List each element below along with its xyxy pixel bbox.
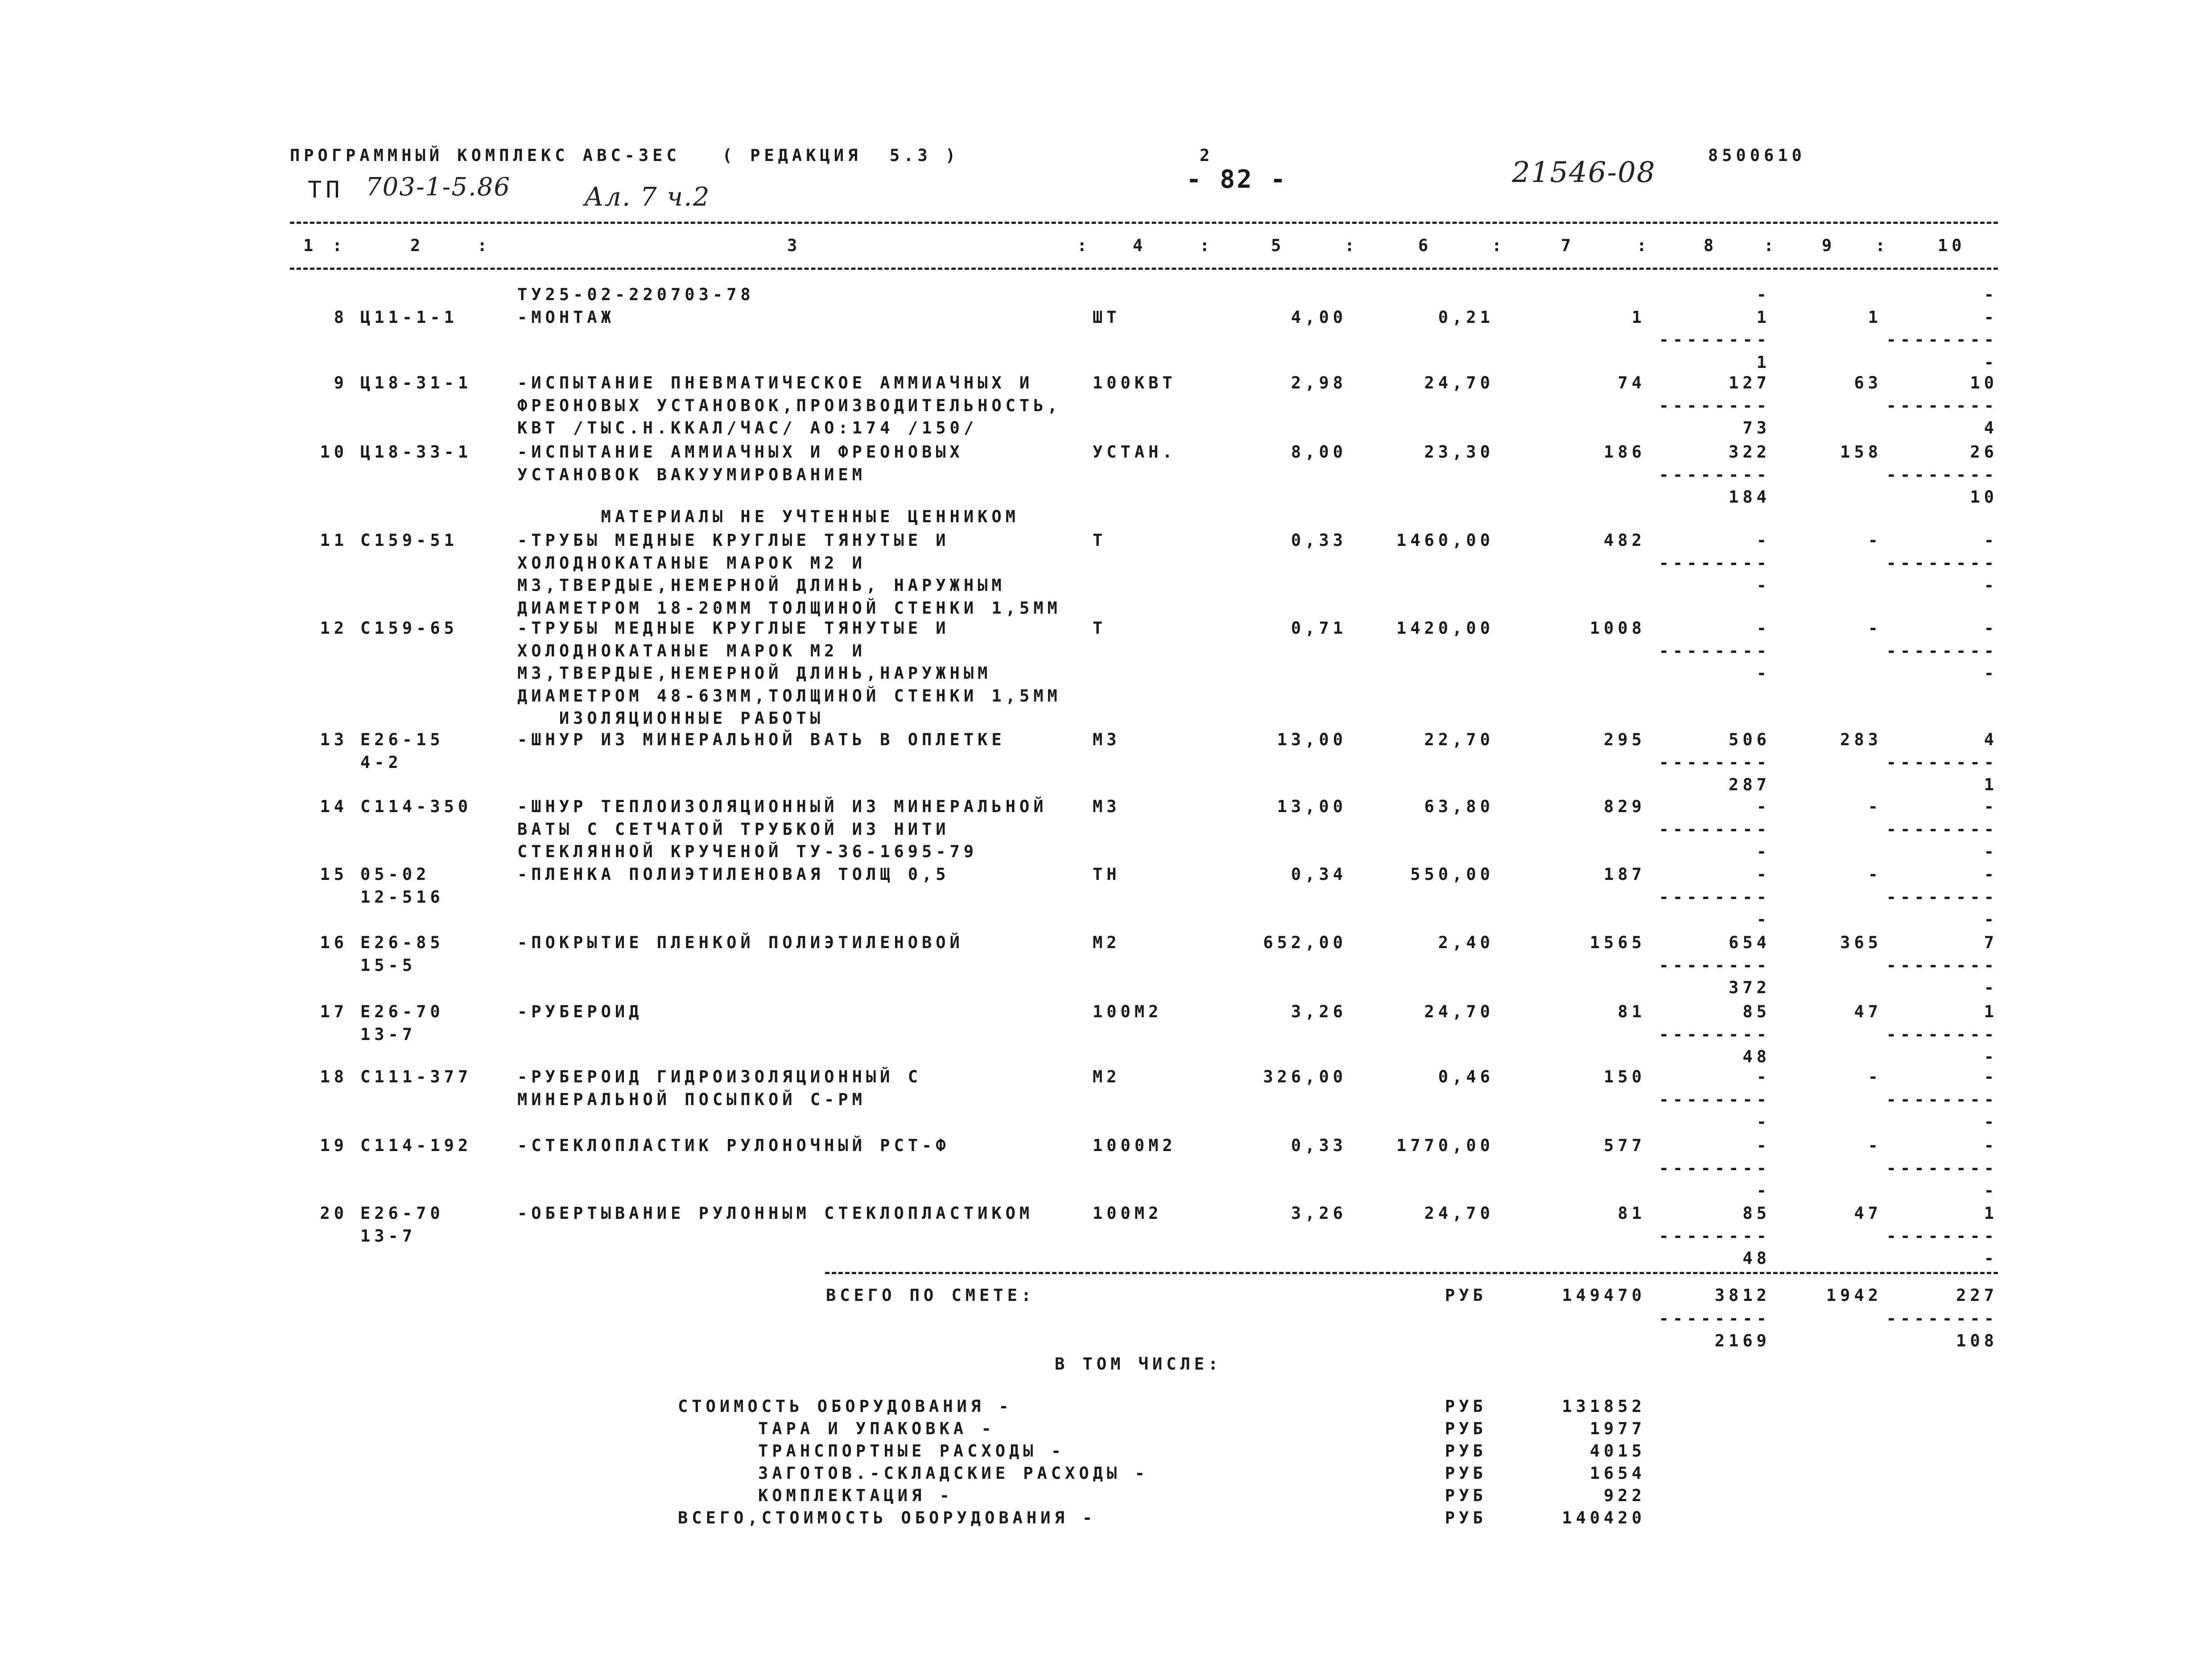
cell-col4: ШТ <box>1093 307 1121 327</box>
cell-col6: 0,46 <box>1438 1067 1494 1086</box>
cell-col1: 9 <box>334 373 348 392</box>
cell-col10: -------- <box>1886 396 1998 415</box>
cell-col10: -------- <box>1886 330 1998 349</box>
cell-col5: 326,00 <box>1263 1067 1347 1086</box>
cell-col3: ИЗОЛЯЦИОННЫЕ РАБОТЫ <box>517 709 825 728</box>
cell-col9: 1 <box>1868 307 1882 327</box>
cell-col8: -------- <box>1659 887 1770 907</box>
cell-col2: Ц11-1-1 <box>360 307 458 327</box>
cell-col4: 100КВТ <box>1093 373 1176 392</box>
handwritten-doc-number: 21546-08 <box>1512 156 1656 189</box>
cell-col7: 74 <box>1618 373 1646 392</box>
including-unit: РУБ <box>1445 1508 1487 1527</box>
cell-col3: -ТРУБЫ МЕДНЫЕ КРУГЛЫЕ ТЯНУТЫЕ И <box>517 619 950 638</box>
cell-col8: 127 <box>1729 373 1770 392</box>
cell-col9: 47 <box>1854 1002 1882 1021</box>
including-title: В ТОМ ЧИСЛЕ: <box>1055 1354 1222 1374</box>
column-header-cell: 7 <box>1561 236 1575 255</box>
cell-col4: 1000М2 <box>1093 1136 1176 1155</box>
cell-col10: - <box>1984 910 1998 929</box>
cell-col1: 20 <box>320 1204 348 1223</box>
cell-col10: - <box>1984 352 1998 372</box>
cell-col2: С114-192 <box>360 1136 472 1155</box>
cell-col8: 506 <box>1729 730 1770 749</box>
cell-col8: -------- <box>1659 1089 1770 1109</box>
cell-col1: 14 <box>320 797 348 816</box>
cell-col5: 4,00 <box>1291 307 1347 327</box>
cell-col8: - <box>1756 1181 1770 1200</box>
cell-col6: 23,30 <box>1424 442 1494 462</box>
cell-col2: Е26-85 <box>360 933 444 952</box>
cell-col10: -------- <box>1886 819 1998 839</box>
including-value: 4015 <box>1589 1441 1646 1461</box>
cell-col3: -ШНУР ТЕПЛОИЗОЛЯЦИОННЫЙ ИЗ МИНЕРАЛЬНОЙ <box>517 797 1048 816</box>
cell-col10: 10 <box>1970 373 1998 392</box>
cell-col1: 17 <box>320 1002 348 1021</box>
cell-col6: 1770,00 <box>1396 1136 1494 1155</box>
cell-col6: 24,70 <box>1424 373 1494 392</box>
cell-col8: 73 <box>1742 418 1770 437</box>
cell-col8: - <box>1756 842 1770 861</box>
cell-col5: 0,33 <box>1291 1136 1347 1155</box>
cell-col10: - <box>1984 865 1998 884</box>
cell-col9: - <box>1868 865 1882 884</box>
cell-col2: С111-377 <box>360 1067 472 1086</box>
column-header-cell: : <box>1345 236 1359 255</box>
cell-col2: Е26-70 <box>360 1002 444 1021</box>
cell-col8: - <box>1756 1067 1770 1086</box>
cell-col1: 12 <box>320 619 348 638</box>
cell-col5: 652,00 <box>1263 933 1347 952</box>
column-header-cell: : <box>1875 236 1890 255</box>
totals-col8-separator: -------- <box>1659 1309 1770 1328</box>
column-header-cell: : <box>1764 236 1778 255</box>
cell-col5: 13,00 <box>1277 730 1347 749</box>
cell-col3: -РУБЕРОИД ГИДРОИЗОЛЯЦИОННЫЙ С <box>517 1067 922 1086</box>
including-value: 131852 <box>1562 1397 1646 1416</box>
cell-col2: 05-02 <box>360 865 430 884</box>
cell-col8: -------- <box>1659 1226 1770 1246</box>
cell-col2: 4-2 <box>360 752 402 772</box>
cell-col8: -------- <box>1659 396 1770 415</box>
cell-col2: 15-5 <box>360 955 417 975</box>
cell-col2: 13-7 <box>360 1024 417 1044</box>
page-number: - 82 - <box>1186 165 1288 194</box>
cell-col3: ВАТЫ С СЕТЧАТОЙ ТРУБКОЙ ИЗ НИТИ <box>517 819 950 839</box>
cell-col10: -------- <box>1886 553 1998 573</box>
cell-col10: - <box>1984 797 1998 816</box>
cell-col8: - <box>1756 576 1770 595</box>
tp-label: ТП <box>308 177 344 203</box>
cell-col6: 63,80 <box>1424 797 1494 816</box>
cell-col9: 47 <box>1854 1204 1882 1223</box>
column-header-cell: 8 <box>1704 236 1718 255</box>
cell-col2: 13-7 <box>360 1226 417 1246</box>
cell-col8: 85 <box>1742 1204 1770 1223</box>
cell-col8: -------- <box>1659 641 1770 660</box>
cell-col9: 283 <box>1840 730 1882 749</box>
cell-col4: ТН <box>1093 865 1121 884</box>
cell-col8: - <box>1756 285 1770 304</box>
cell-col10: - <box>1984 664 1998 683</box>
handwritten-album: Ал. 7 ч.2 <box>584 182 710 212</box>
cell-col3: ТУ25-02-220703-78 <box>517 285 755 304</box>
page-small-number: 2 <box>1200 146 1214 165</box>
including-value: 922 <box>1604 1486 1646 1505</box>
cell-col10: -------- <box>1886 887 1998 907</box>
cell-col4: УСТАН. <box>1093 442 1176 462</box>
cell-col3: СТЕКЛЯННОЙ КРУЧЕНОЙ ТУ-36-1695-79 <box>517 842 978 861</box>
cell-col10: 10 <box>1970 487 1998 507</box>
program-title: ПРОГРАММНЫЙ КОМПЛЕКС АВС-ЗЕС ( РЕДАКЦИЯ 5.3 ) <box>290 146 960 165</box>
cell-col5: 0,71 <box>1291 619 1347 638</box>
cell-col3: -ТРУБЫ МЕДНЫЕ КРУГЛЫЕ ТЯНУТЫЕ И <box>517 531 950 550</box>
column-header-cell: 4 <box>1133 236 1147 255</box>
cell-col10: -------- <box>1886 1089 1998 1109</box>
cell-col10: 7 <box>1984 933 1998 952</box>
cell-col10: - <box>1984 285 1998 304</box>
cell-col3: М3,ТВЕРДЫЕ,НЕМЕРНОЙ ДЛИНЬ, НАРУЖНЫМ <box>517 576 1006 595</box>
cell-col3: -ПЛЕНКА ПОЛИЭТИЛЕНОВАЯ ТОЛЩ 0,5 <box>517 865 950 884</box>
cell-col6: 24,70 <box>1424 1002 1494 1021</box>
cell-col3: МАТЕРИАЛЫ НЕ УЧТЕННЫЕ ЦЕННИКОМ <box>517 507 1019 526</box>
cell-col7: 1008 <box>1589 619 1646 638</box>
cell-col1: 15 <box>320 865 348 884</box>
cell-col10: - <box>1984 576 1998 595</box>
including-unit: РУБ <box>1445 1464 1487 1483</box>
cell-col10: -------- <box>1886 1226 1998 1246</box>
cell-col3: УСТАНОВОК ВАКУУМИРОВАНИЕМ <box>517 465 866 484</box>
including-label: СТОИМОСТЬ ОБОРУДОВАНИЯ - <box>678 1397 1013 1416</box>
cell-col8: -------- <box>1659 553 1770 573</box>
including-label: ЗАГОТОВ.-СКЛАДСКИЕ РАСХОДЫ - <box>758 1464 1149 1483</box>
cell-col8: 372 <box>1729 978 1770 997</box>
cell-col8: 1 <box>1756 307 1770 327</box>
including-unit: РУБ <box>1445 1419 1487 1438</box>
including-label: ТАРА И УПАКОВКА - <box>758 1419 995 1438</box>
cell-col6: 22,70 <box>1424 730 1494 749</box>
cell-col10: - <box>1984 1047 1998 1066</box>
cell-col8: - <box>1756 619 1770 638</box>
column-header-cell: 1 <box>303 236 318 255</box>
cell-col10: - <box>1984 1181 1998 1200</box>
cell-col6: 550,00 <box>1410 865 1494 884</box>
cell-col8: 287 <box>1729 775 1770 794</box>
including-unit: РУБ <box>1445 1441 1487 1461</box>
cell-col3: ХОЛОДНОКАТАНЫЕ МАРОК М2 И <box>517 641 866 660</box>
cell-col9: 365 <box>1840 933 1882 952</box>
cell-col2: Е26-70 <box>360 1204 444 1223</box>
cell-col6: 0,21 <box>1438 307 1494 327</box>
cell-col1: 13 <box>320 730 348 749</box>
column-header-cell: 5 <box>1271 236 1285 255</box>
cell-col5: 3,26 <box>1291 1204 1347 1223</box>
cell-col8: 48 <box>1742 1249 1770 1268</box>
including-label: ВСЕГО,СТОИМОСТЬ ОБОРУДОВАНИЯ - <box>678 1508 1097 1527</box>
cell-col8: - <box>1756 865 1770 884</box>
cell-col8: - <box>1756 910 1770 929</box>
cell-col10: -------- <box>1886 1024 1998 1044</box>
totals-col10-separator: -------- <box>1886 1309 1998 1328</box>
column-header-cell: 10 <box>1938 236 1966 255</box>
cell-col10: -------- <box>1886 1158 1998 1178</box>
totals-col8-lower: 2169 <box>1714 1331 1770 1350</box>
cell-col4: 100М2 <box>1093 1002 1163 1021</box>
cell-col8: - <box>1756 797 1770 816</box>
cell-col10: -------- <box>1886 955 1998 975</box>
cell-col3: -ИСПЫТАНИЕ ПНЕВМАТИЧЕСКОЕ АММИАЧНЫХ И <box>517 373 1034 392</box>
cell-col5: 2,98 <box>1291 373 1347 392</box>
including-label: ТРАНСПОРТНЫЕ РАСХОДЫ - <box>758 1441 1065 1461</box>
cell-col4: М3 <box>1093 730 1121 749</box>
cell-col10: 4 <box>1984 418 1998 437</box>
cell-col7: 295 <box>1604 730 1646 749</box>
cell-col7: 81 <box>1618 1204 1646 1223</box>
cell-col4: Т <box>1093 619 1107 638</box>
cell-col3: -МОНТАЖ <box>517 307 615 327</box>
totals-col7: 149470 <box>1562 1286 1646 1305</box>
totals-col9: 1942 <box>1826 1286 1882 1305</box>
cell-col9: 158 <box>1840 442 1882 462</box>
cell-col10: - <box>1984 978 1998 997</box>
cell-col8: - <box>1756 1112 1770 1131</box>
cell-col5: 0,34 <box>1291 865 1347 884</box>
totals-col10: 227 <box>1956 1286 1998 1305</box>
cell-col10: - <box>1984 1112 1998 1131</box>
cell-col3: ФРЕОНОВЫХ УСТАНОВОК,ПРОИЗВОДИТЕЛЬНОСТЬ, <box>517 396 1061 415</box>
cell-col9: - <box>1868 619 1882 638</box>
column-header-cell: : <box>1077 236 1091 255</box>
cell-col10: - <box>1984 619 1998 638</box>
cell-col3: -ПОКРЫТИЕ ПЛЕНКОЙ ПОЛИЭТИЛЕНОВОЙ <box>517 933 964 952</box>
cell-col3: ДИАМЕТРОМ 18-20ММ ТОЛЩИНОЙ СТЕНКИ 1,5ММ <box>517 598 1061 618</box>
cell-col10: 26 <box>1970 442 1998 462</box>
cell-col3: -СТЕКЛОПЛАСТИК РУЛОНОЧНЫЙ РСТ-Ф <box>517 1136 950 1155</box>
cell-col5: 8,00 <box>1291 442 1347 462</box>
cell-col4: Т <box>1093 531 1107 550</box>
header-rule-bottom <box>290 268 1998 270</box>
header-rule-top <box>290 222 1998 224</box>
cell-col9: - <box>1868 1136 1882 1155</box>
column-header-cell: : <box>1492 236 1506 255</box>
column-header-cell: 2 <box>410 236 425 255</box>
cell-col10: 1 <box>1984 775 1998 794</box>
cell-col4: М2 <box>1093 933 1121 952</box>
cell-col10: -------- <box>1886 641 1998 660</box>
cell-col8: -------- <box>1659 330 1770 349</box>
cell-col7: 186 <box>1604 442 1646 462</box>
cell-col3: МИНЕРАЛЬНОЙ ПОСЫПКОЙ С-РМ <box>517 1089 866 1109</box>
column-header-cell: : <box>1200 236 1214 255</box>
cell-col10: - <box>1984 531 1998 550</box>
cell-col3: -ШНУР ИЗ МИНЕРАЛЬНОЙ ВАТЬ В ОПЛЕТКЕ <box>517 730 1006 749</box>
cell-col8: -------- <box>1659 819 1770 839</box>
document-code: 8500610 <box>1708 146 1806 165</box>
cell-col3: -РУБЕРОИД <box>517 1002 643 1021</box>
cell-col8: 85 <box>1742 1002 1770 1021</box>
cell-col7: 150 <box>1604 1067 1646 1086</box>
cell-col9: - <box>1868 797 1882 816</box>
cell-col2: Ц18-33-1 <box>360 442 472 462</box>
cell-col5: 13,00 <box>1277 797 1347 816</box>
cell-col9: - <box>1868 531 1882 550</box>
including-unit: РУБ <box>1445 1397 1487 1416</box>
cell-col6: 24,70 <box>1424 1204 1494 1223</box>
cell-col3: ДИАМЕТРОМ 48-63ММ,ТОЛЩИНОЙ СТЕНКИ 1,5ММ <box>517 686 1061 706</box>
cell-col8: 322 <box>1729 442 1770 462</box>
cell-col2: С159-51 <box>360 531 458 550</box>
cell-col1: 16 <box>320 933 348 952</box>
cell-col9: 63 <box>1854 373 1882 392</box>
cell-col6: 1460,00 <box>1396 531 1494 550</box>
cell-col8: 48 <box>1742 1047 1770 1066</box>
totals-label: ВСЕГО ПО СМЕТЕ: <box>826 1286 1036 1305</box>
cell-col5: 3,26 <box>1291 1002 1347 1021</box>
cell-col10: -------- <box>1886 465 1998 484</box>
cell-col7: 81 <box>1618 1002 1646 1021</box>
cell-col2: С114-350 <box>360 797 472 816</box>
cell-col7: 1 <box>1631 307 1646 327</box>
cell-col3: -ИСПЫТАНИЕ АММИАЧНЫХ И ФРЕОНОВЫХ <box>517 442 964 462</box>
cell-col7: 482 <box>1604 531 1646 550</box>
cell-col1: 11 <box>320 531 348 550</box>
cell-col10: 4 <box>1984 730 1998 749</box>
cell-col10: -------- <box>1886 752 1998 772</box>
cell-col8: - <box>1756 531 1770 550</box>
cell-col2: Ц18-31-1 <box>360 373 472 392</box>
cell-col10: - <box>1984 842 1998 861</box>
cell-col7: 577 <box>1604 1136 1646 1155</box>
cell-col10: - <box>1984 1067 1998 1086</box>
cell-col10: - <box>1984 1136 1998 1155</box>
column-header-cell: : <box>332 236 347 255</box>
column-header-cell: : <box>1637 236 1651 255</box>
cell-col3: КВТ /ТЫС.Н.ККАЛ/ЧАС/ АО:174 /150/ <box>517 418 978 437</box>
cell-col9: - <box>1868 1067 1882 1086</box>
column-header-cell: 3 <box>787 236 801 255</box>
including-value: 1654 <box>1589 1464 1646 1483</box>
cell-col10: 1 <box>1984 1002 1998 1021</box>
cell-col3: -ОБЕРТЫВАНИЕ РУЛОННЫМ СТЕКЛОПЛАСТИКОМ <box>517 1204 1034 1223</box>
including-value: 140420 <box>1562 1508 1646 1527</box>
cell-col10: 1 <box>1984 1204 1998 1223</box>
totals-rule <box>825 1272 1998 1274</box>
cell-col6: 2,40 <box>1438 933 1494 952</box>
cell-col7: 829 <box>1604 797 1646 816</box>
cell-col1: 10 <box>320 442 348 462</box>
cell-col1: 19 <box>320 1136 348 1155</box>
cell-col2: С159-65 <box>360 619 458 638</box>
cell-col6: 1420,00 <box>1396 619 1494 638</box>
cell-col1: 8 <box>334 307 348 327</box>
totals-unit: РУБ <box>1445 1286 1487 1305</box>
handwritten-tp-number: 703-1-5.86 <box>366 173 511 202</box>
cell-col8: - <box>1756 664 1770 683</box>
cell-col5: 0,33 <box>1291 531 1347 550</box>
cell-col2: Е26-15 <box>360 730 444 749</box>
cell-col8: -------- <box>1659 752 1770 772</box>
column-header-cell: 6 <box>1418 236 1432 255</box>
cell-col7: 187 <box>1604 865 1646 884</box>
cell-col8: 654 <box>1729 933 1770 952</box>
including-value: 1977 <box>1589 1419 1646 1438</box>
cell-col4: 100М2 <box>1093 1204 1163 1223</box>
cell-col3: ХОЛОДНОКАТАНЫЕ МАРОК М2 И <box>517 553 866 573</box>
cell-col8: -------- <box>1659 1158 1770 1178</box>
cell-col10: - <box>1984 307 1998 327</box>
column-header-cell: : <box>477 236 491 255</box>
cell-col2: 12-516 <box>360 887 444 907</box>
cell-col4: М2 <box>1093 1067 1121 1086</box>
cell-col8: -------- <box>1659 955 1770 975</box>
cell-col8: -------- <box>1659 465 1770 484</box>
cell-col8: -------- <box>1659 1024 1770 1044</box>
column-header-cell: 9 <box>1822 236 1836 255</box>
including-label: КОМПЛЕКТАЦИЯ - <box>758 1486 953 1505</box>
cell-col8: 184 <box>1729 487 1770 507</box>
including-unit: РУБ <box>1445 1486 1487 1505</box>
cell-col8: 1 <box>1756 352 1770 372</box>
cell-col1: 18 <box>320 1067 348 1086</box>
cell-col7: 1565 <box>1589 933 1646 952</box>
cell-col4: М3 <box>1093 797 1121 816</box>
cell-col10: - <box>1984 1249 1998 1268</box>
totals-col8: 3812 <box>1714 1286 1770 1305</box>
totals-col10-lower: 108 <box>1956 1331 1998 1350</box>
cell-col8: - <box>1756 1136 1770 1155</box>
cell-col3: М3,ТВЕРДЫЕ,НЕМЕРНОЙ ДЛИНЬ,НАРУЖНЫМ <box>517 664 992 683</box>
